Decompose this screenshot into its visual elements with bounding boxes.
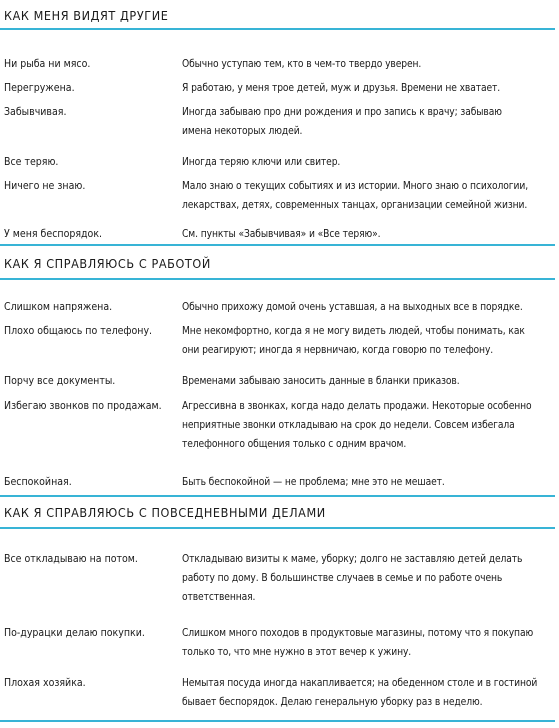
row-label: Ни рыба ни мясо. [4, 58, 91, 70]
row-description: Быть беспокойной — не проблема; мне это не мешает. [182, 477, 445, 488]
row-description: Обычно прихожу домой очень уставшая, а на выходных все в порядке. [182, 302, 523, 313]
row-label: Слишком напряжена. [4, 301, 113, 313]
row-description: Слишком много походов в продуктовые магазины, потому что я покупаю только то, что мне нужно в этот вечер к ужину. [182, 628, 534, 658]
row-label: Избегаю звонков по продажам. [4, 400, 162, 412]
row-description: Мне некомфортно, когда я не могу видеть людей, чтобы понимать, как они реагируют; иногда я нервничаю, когда говорю по телефону. [182, 326, 525, 356]
row-label: Плохая хозяйка. [4, 677, 86, 689]
row-description: См. пункты «Забывчивая» и «Все теряю». [182, 229, 381, 240]
row-label: Беспокойная. [4, 476, 72, 488]
section-title: КАК Я СПРАВЛЯЮСЬ С ПОВСЕДНЕВНЫМИ ДЕЛАМИ [0, 503, 555, 529]
section-title: КАК МЕНЯ ВИДЯТ ДРУГИЕ [0, 6, 555, 30]
row-label: У меня беспорядок. [4, 228, 103, 240]
section-divider [0, 244, 555, 246]
section-divider [0, 720, 555, 722]
row-label: Все теряю. [4, 156, 59, 168]
row-label: Ничего не знаю. [4, 180, 86, 192]
row-description: Агрессивна в звонках, когда надо делать продажи. Некоторые особенно неприятные звонки откладываю на срок до недели. Совсем избегала телефонного общения только с одним врачом. [182, 401, 532, 450]
row-label: Порчу все документы. [4, 375, 116, 387]
row-label: Плохо общаюсь по телефону. [4, 325, 153, 337]
section-title: КАК Я СПРАВЛЯЮСЬ С РАБОТОЙ [0, 254, 555, 280]
row-description: Мало знаю о текущих событиях и из истории. Много знаю о психологии, лекарствах, детях, современных танцах, организации семейной жизни. [182, 181, 529, 211]
row-description: Иногда забываю про дни рождения и про запись к врачу; забываю имена некоторых людей. [182, 107, 502, 137]
row-label: Забывчивая. [4, 106, 67, 118]
row-description: Временами забываю заносить данные в бланки приказов. [182, 376, 460, 387]
row-description: Иногда теряю ключи или свитер. [182, 157, 341, 168]
row-description: Немытая посуда иногда накапливается; на обеденном столе и в гостиной бывает беспорядок. Делаю генеральную уборку раз в неделю. [182, 678, 538, 708]
row-description: Обычно уступаю тем, кто в чем-то твердо уверен. [182, 59, 422, 70]
row-label: По-дурацки делаю покупки. [4, 627, 145, 639]
row-label: Перегружена. [4, 82, 75, 94]
row-label: Все откладываю на потом. [4, 553, 138, 565]
section-divider [0, 495, 555, 497]
row-description: Я работаю, у меня трое детей, муж и друзья. Времени не хватает. [182, 83, 501, 94]
row-description: Откладываю визиты к маме, уборку; долго не заставляю детей делать работу по дому. В большинстве случаев в семье и по работе очень ответственная. [182, 554, 523, 603]
